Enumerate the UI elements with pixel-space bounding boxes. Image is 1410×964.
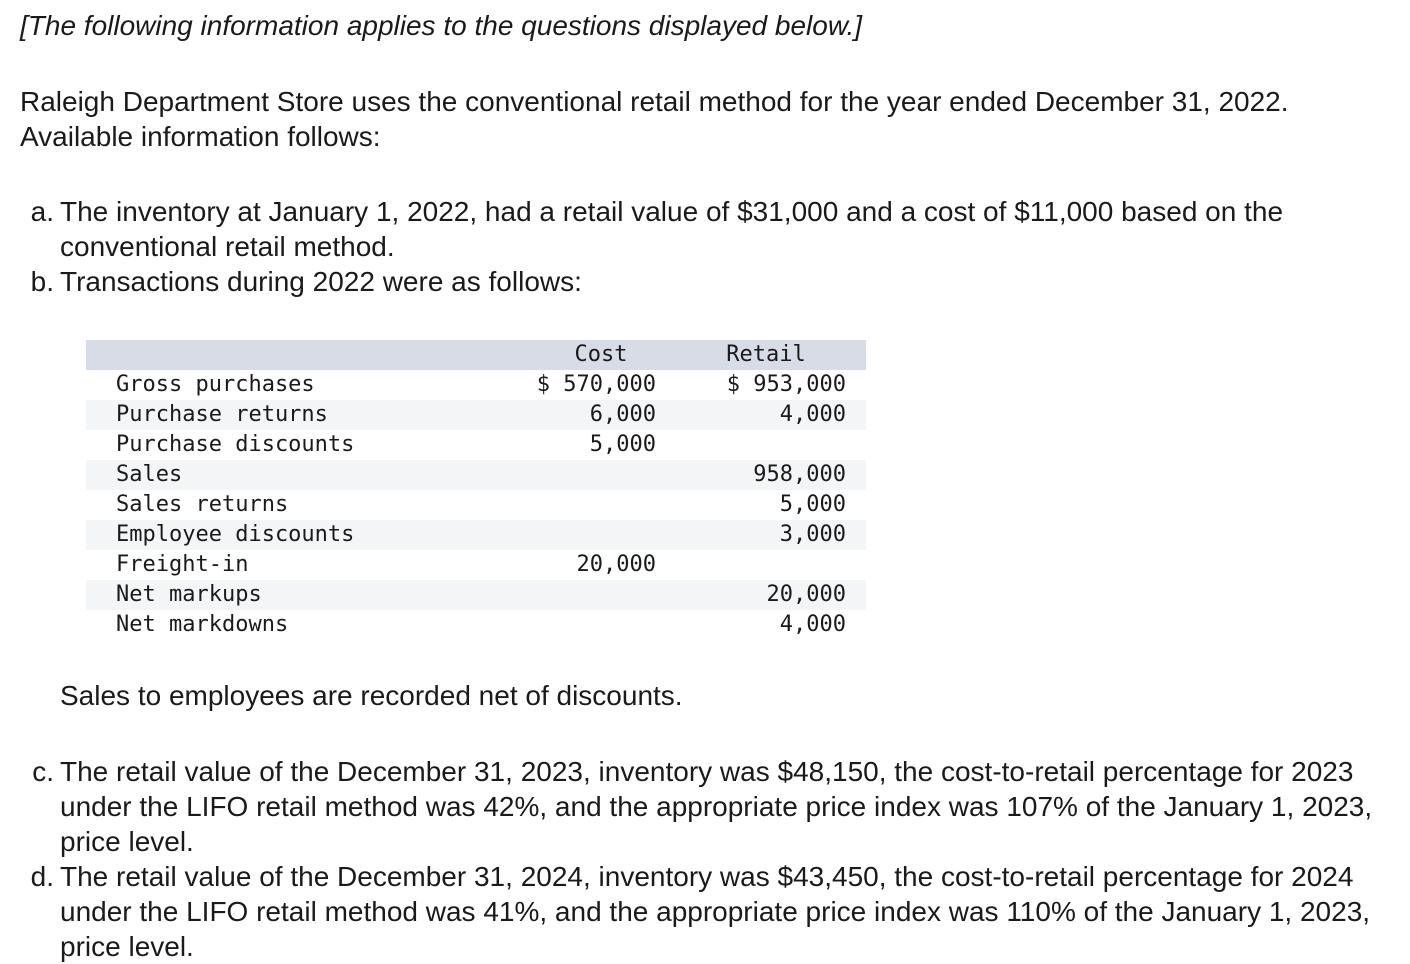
row-retail: 4,000: [779, 402, 846, 427]
row-retail: [656, 430, 846, 460]
row-label: Sales returns: [116, 492, 289, 517]
row-cost: [486, 460, 656, 490]
row-label: Purchase discounts: [116, 432, 355, 457]
row-label: Net markups: [116, 582, 262, 607]
row-cost: [486, 520, 656, 550]
row-label: Net markdowns: [116, 612, 289, 637]
table-row: [86, 430, 866, 460]
transactions-table: [86, 340, 866, 640]
header-label-cell: [86, 340, 486, 370]
row-retail: 4,000: [779, 612, 846, 637]
row-label: Freight-in: [116, 552, 249, 577]
row-retail: $ 953,000: [726, 372, 846, 397]
table-row: [86, 550, 866, 580]
row-label: Employee discounts: [116, 522, 355, 547]
intro-paragraph: Raleigh Department Store uses the conventional retail method for the year ended December 31, 2022. Available information follows:: [20, 86, 1289, 152]
table-note: Sales to employees are recorded net of discounts.: [60, 680, 683, 711]
header-cost: Cost: [574, 342, 628, 367]
table-row: [86, 520, 866, 550]
list-marker: a.: [30, 196, 54, 227]
row-retail: 5,000: [779, 492, 846, 517]
intro-note: [The following information applies to the questions displayed below.]: [20, 10, 863, 41]
row-retail: [656, 550, 846, 580]
table-row: [86, 610, 866, 640]
list-cd: [20, 754, 1410, 964]
row-cost: 20,000: [576, 552, 656, 577]
row-cost: [486, 490, 656, 520]
table-row: [86, 580, 866, 610]
list-item-text: The retail value of the December 31, 2024, inventory was $43,450, the cost-to-retail percentage for 2024 under the LIFO retail method was 41%, and the appropriate price index was 110% of the January 1, 2023, price level.: [60, 861, 1371, 962]
list-marker: b.: [30, 266, 54, 297]
header-retail: Retail: [726, 342, 806, 367]
list-marker: d.: [30, 861, 54, 892]
list-item-text: Transactions during 2022 were as follows:: [60, 266, 582, 297]
list-item-c: [20, 754, 1410, 859]
row-cost: 5,000: [589, 432, 656, 457]
row-label: Purchase returns: [116, 402, 328, 427]
row-cost: 6,000: [589, 402, 656, 427]
row-label: Sales: [116, 462, 183, 487]
row-cost: $ 570,000: [536, 372, 656, 397]
list-marker: c.: [32, 756, 54, 787]
table-header-row: [86, 340, 866, 370]
table-row: [86, 490, 866, 520]
list-ab: [20, 194, 1410, 299]
row-cost: [486, 580, 656, 610]
table-row: [86, 460, 866, 490]
list-item-text: The inventory at January 1, 2022, had a retail value of $31,000 and a cost of $11,000 based on the conventional retail method.: [60, 196, 1284, 262]
list-item-text: The retail value of the December 31, 2023, inventory was $48,150, the cost-to-retail percentage for 2023 under the LIFO retail method was 42%, and the appropriate price index was 107% of the January 1, 2023, price level.: [60, 756, 1373, 857]
row-retail: 20,000: [766, 582, 846, 607]
table-row: [86, 370, 866, 400]
row-label: Gross purchases: [116, 372, 315, 397]
list-item-b: [20, 264, 1410, 299]
row-cost: [486, 610, 656, 640]
list-item-a: [20, 194, 1410, 264]
row-retail: 3,000: [779, 522, 846, 547]
table-row: [86, 400, 866, 430]
list-item-d: [20, 859, 1410, 964]
row-retail: 958,000: [753, 462, 846, 487]
